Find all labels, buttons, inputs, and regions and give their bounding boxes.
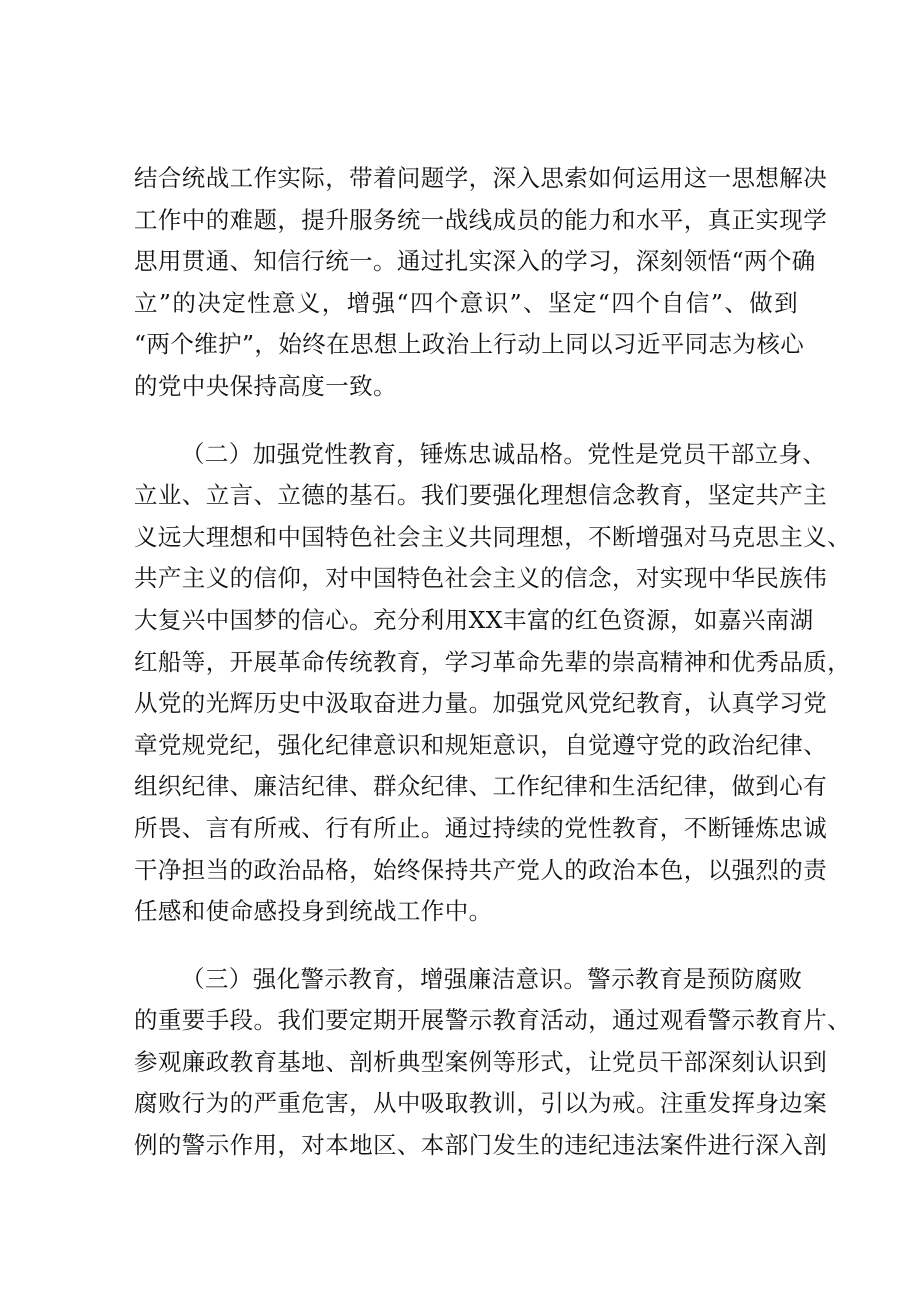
paragraph-line: 思用贯通、知信行统一。通过扎实深入的学习，深刻领悟“两个确 <box>134 247 816 276</box>
paragraph-line: 的党中央保持高度一致。 <box>134 371 397 400</box>
paragraph-line: 干净担当的政治品格，始终保持共产党人的政治本色，以强烈的责 <box>134 855 828 884</box>
paragraph-gap <box>134 933 798 959</box>
paragraph-line: 例的警示作用，对本地区、本部门发生的违纪违法案件进行深入剖 <box>134 1131 828 1160</box>
paragraph-line: 从党的光辉历史中汲取奋进力量。加强党风党纪教育，认真学习党 <box>134 689 828 718</box>
paragraph-line: 结合统战工作实际，带着问题学，深入思索如何运用这一思想解决 <box>134 164 828 192</box>
paragraph-line: 红船等，开展革命传统教育，学习革命先辈的崇高精神和优秀品质， <box>134 647 851 676</box>
paragraph-gap <box>134 408 798 434</box>
paragraph-line: 大复兴中国梦的信心。充分利用XX丰富的红色资源，如嘉兴南湖 <box>134 605 814 634</box>
paragraph-line: 工作中的难题，提升服务统一战线成员的能力和水平，真正实现学 <box>134 205 828 234</box>
paragraph-line: 章党规党纪，强化纪律意识和规矩意识，自觉遵守党的政治纪律、 <box>134 730 828 759</box>
paragraph-line: 义远大理想和中国特色社会主义共同理想，不断增强对马克思主义、 <box>134 522 851 551</box>
paragraph-line: （二）加强党性教育，锤炼忠诚品格。党性是党员干部立身、 <box>181 439 827 468</box>
paragraph-line: （三）强化警示教育，增强廉洁意识。警示教育是预防腐败 <box>181 964 803 993</box>
paragraph-line: 立”的决定性意义，增强“四个意识”、坚定“四个自信”、做到 <box>134 288 798 317</box>
paragraph-line: 参观廉政教育基地、剖析典型案例等形式，让党员干部深刻认识到 <box>134 1047 828 1076</box>
document-body <box>134 158 851 1167</box>
paragraph-line: 腐败行为的严重危害，从中吸取教训，引以为戒。注重发挥身边案 <box>134 1089 828 1118</box>
paragraph-line: 立业、立言、立德的基石。我们要强化理想信念教育，坚定共产主 <box>134 481 828 510</box>
paragraph-line: 的重要手段。我们要定期开展警示教育活动，通过观看警示教育片、 <box>134 1006 851 1035</box>
paragraph-3 <box>134 959 851 1167</box>
paragraph-line: 组织纪律、廉洁纪律、群众纪律、工作纪律和生活纪律，做到心有 <box>134 772 828 801</box>
paragraph-line: 任感和使命感投身到统战工作中。 <box>134 897 493 926</box>
paragraph-2 <box>134 434 851 933</box>
paragraph-1 <box>134 158 828 408</box>
paragraph-line: “两个维护”，始终在思想上政治上行动上同以习近平同志为核心 <box>134 330 805 359</box>
paragraph-line: 共产主义的信仰，对中国特色社会主义的信念，对实现中华民族伟 <box>134 564 828 593</box>
paragraph-line: 所畏、言有所戒、行有所止。通过持续的党性教育，不断锤炼忠诚 <box>134 813 828 842</box>
